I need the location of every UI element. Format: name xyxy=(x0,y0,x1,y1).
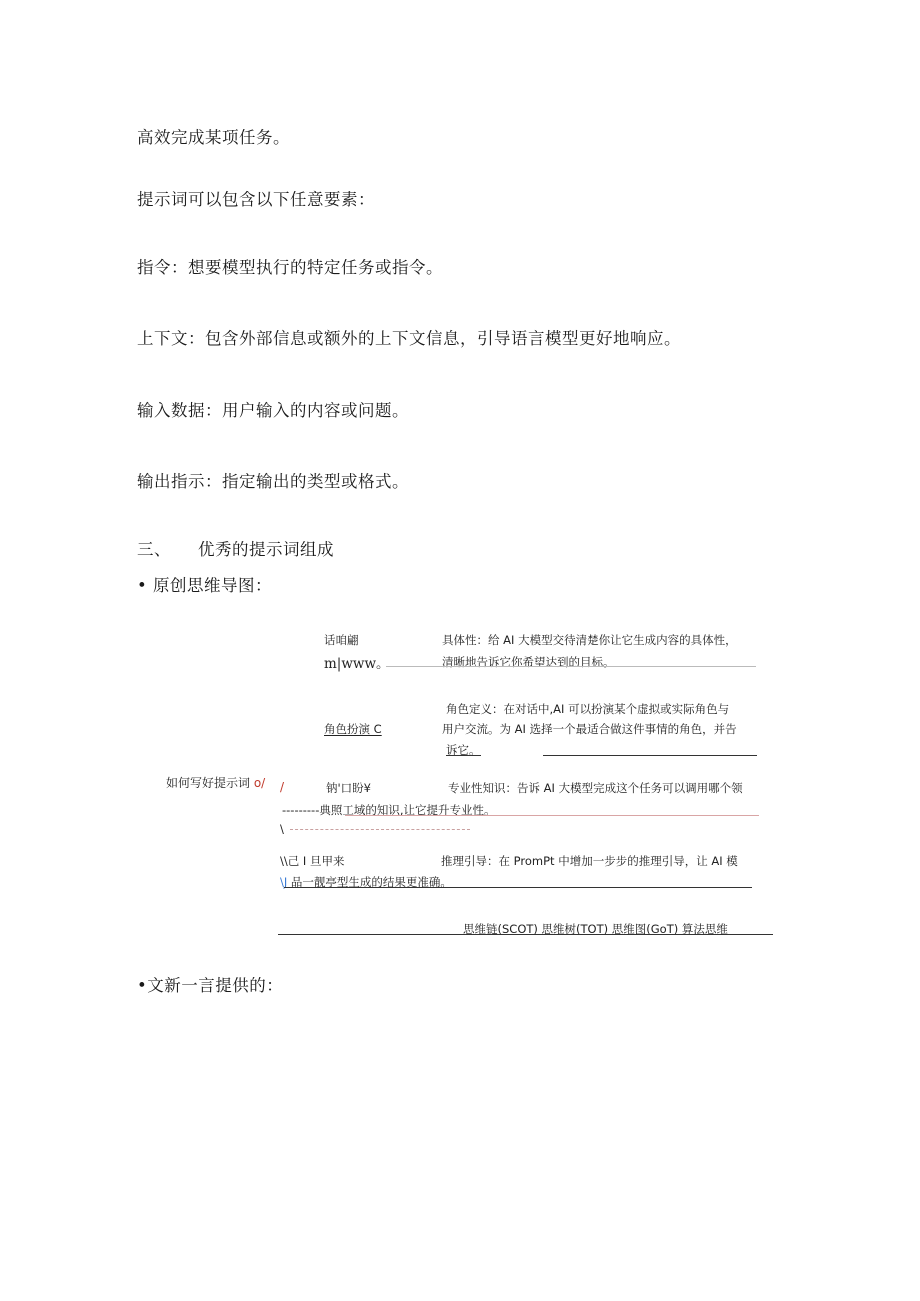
intro-fragment: 高效完成某项任务。 xyxy=(137,128,290,147)
branch3-backslash: \ xyxy=(280,822,284,836)
bottom-techniques: 思维链(SCOT) 思维树(TOT) 思维图(GoT) 算法思维 xyxy=(463,922,728,936)
branch1-desc-a: 具体性：给 AI 大模型交待清楚你让它生成内容的具体性， xyxy=(442,633,737,647)
section-number: 三、 xyxy=(137,540,171,559)
branch2-desc-b: 用户交流。为 AI 选择一个最适合做这件事情的角色，并告 xyxy=(442,722,737,736)
branch4-desc-b: 品一靓亭型生成的结果更准确。 xyxy=(287,875,452,889)
branch4-prefix: \J xyxy=(280,875,288,889)
section-title: 优秀的提示词组成 xyxy=(198,540,334,559)
branch4-desc-a: 推理引导：在 PromPt 中增加一步步的推理引导，让 AI 模 xyxy=(441,854,738,868)
branch4-underline xyxy=(284,887,752,888)
branch1-connector xyxy=(386,666,442,667)
branch2-desc-c: 诉它。 xyxy=(446,743,481,757)
branch3-label: 钠'口盼¥ xyxy=(326,781,371,795)
mindmap-root-label: 如何写好提示词 xyxy=(166,776,251,790)
bullet-wenxin: •文新一言提供的： xyxy=(137,976,284,995)
element-output: 输出指示：指定输出的类型或格式。 xyxy=(137,472,409,491)
branch3-dashed-line xyxy=(290,829,470,830)
branch1-label-b: m|www。 xyxy=(324,656,390,672)
branch4-label: \\己 I 旦甲来 xyxy=(280,854,345,868)
branch3-desc-b: ---------典照工域的知识,让它提升专业性。 xyxy=(282,803,496,817)
branch3-desc-a: 专业性知识：告诉 AI 大模型完成这个任务可以调用哪个领 xyxy=(448,781,743,795)
mindmap-root xyxy=(166,774,265,791)
mindmap-root-suffix: o/ xyxy=(253,776,266,790)
elements-intro: 提示词可以包含以下任意要素： xyxy=(137,190,375,209)
branch2-underline-a xyxy=(446,755,481,756)
branch1-label: 话咱翩 xyxy=(324,633,359,647)
branch2-underline-b xyxy=(543,755,757,756)
element-instruction: 指令：想要模型执行的特定任务或指令。 xyxy=(137,258,443,277)
element-context: 上下文：包含外部信息或额外的上下文信息，引导语言模型更好地响应。 xyxy=(137,329,681,348)
bullet-mindmap: • 原创思维导图： xyxy=(137,576,272,595)
branch2-label: 角色扮演 C xyxy=(324,722,382,736)
branch3-underline xyxy=(345,815,759,816)
branch1-underline xyxy=(442,666,756,667)
branch3-slash: / xyxy=(280,780,285,794)
branch2-desc-a: 角色定义：在对话中,AI 可以扮演某个虚拟或实际角色与 xyxy=(446,702,730,716)
bottom-line xyxy=(278,934,773,935)
element-input: 输入数据：用户输入的内容或问题。 xyxy=(137,401,409,420)
branch1-desc-b: 清晰地告诉它你希望达到的目标。 xyxy=(442,655,615,669)
